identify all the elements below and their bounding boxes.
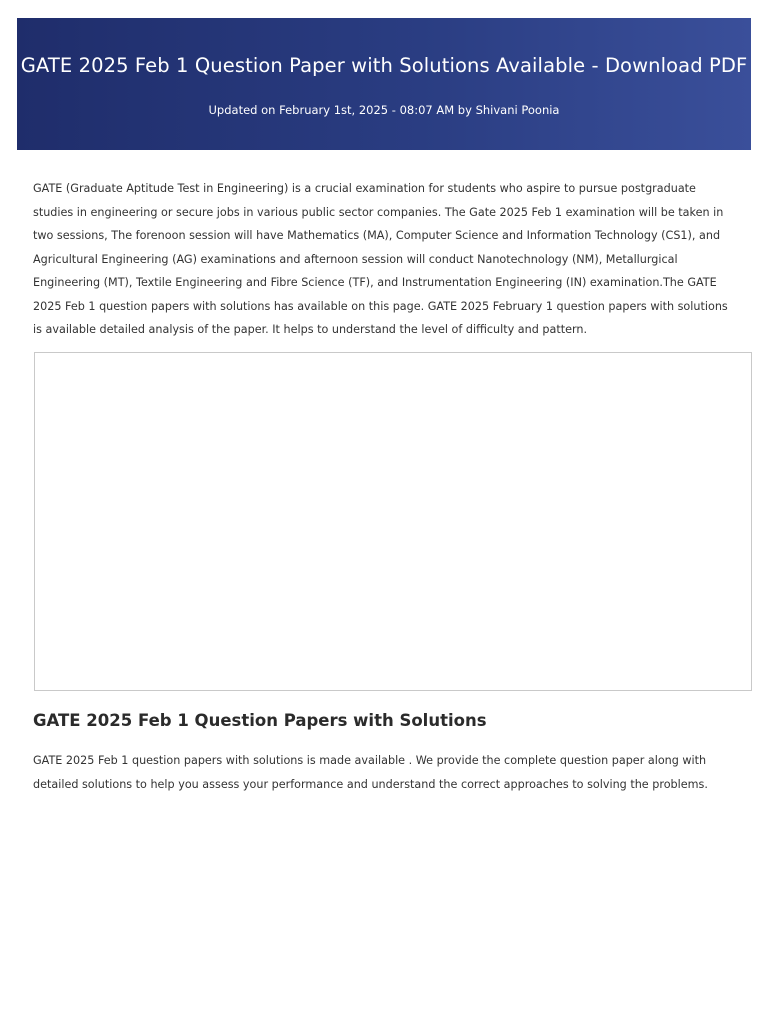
page-title: GATE 2025 Feb 1 Question Paper with Solutions Available - Download PDF (20, 54, 748, 77)
intro-paragraph: GATE (Graduate Aptitude Test in Engineering) is a crucial examination for students who aspire to pursue postgraduate studies in engineering or secure jobs in various public sector companies. The Gate 2025 Feb 1 examination will be taken in two sessions, The forenoon session will have Mathematics (MA), Computer Science and Information Technology (CS1), and Agricultural Engineering (AG) examinations and afternoon session will conduct Nanotechnology (NM), Metallurgical Engineering (MT), Textile Engineering and Fibre Science (TF), and Instrumentation Engineering (IN) examination.The GATE 2025 Feb 1 question papers with solutions has available on this page. GATE 2025 February 1 question papers with solutions is available detailed analysis of the paper. It helps to understand the level of difficulty and pattern. (33, 182, 728, 336)
header-banner (17, 18, 751, 150)
section-paragraph: GATE 2025 Feb 1 question papers with solutions is made available . We provide the complete question paper along with detailed solutions to help you assess your performance and understand the correct approaches to solving the problems. (33, 754, 708, 791)
section-heading: GATE 2025 Feb 1 Question Papers with Solutions (33, 711, 487, 730)
embedded-document-frame[interactable] (34, 352, 752, 691)
updated-byline: Updated on February 1st, 2025 - 08:07 AM by Shivani Poonia (208, 103, 560, 117)
